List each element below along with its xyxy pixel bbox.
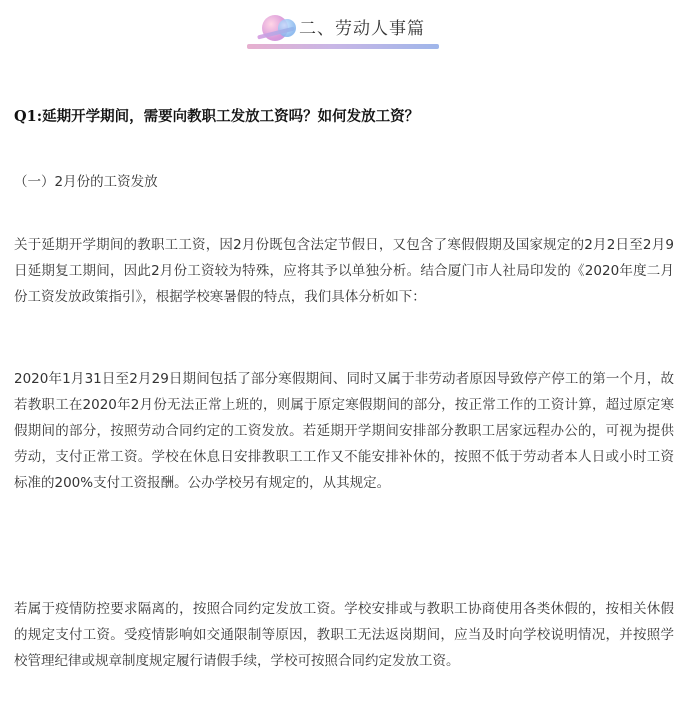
paragraph-wage-period: 2020年1月31日至2月29日期间包括了部分寒假期间、同时又属于非劳动者原因导致停产停工的第一个月，故若教职工在2020年2月份无法正常上班的，则属于原定寒假期间的部分，按正常工作的工资计算，超过原定寒假期间的部分，按照劳动合同约定的工资发放。若延期开学期间安排部分教职工居家远程办公的，可视为提供劳动，支付正常工资。学校在休息日安排教职工工作又不能安排补休的，按照不低于劳动者本人日或小时工资标准的200%支付工资报酬。公办学校另有规定的，从其规定。: [14, 371, 674, 491]
paragraph-quarantine: 若属于疫情防控要求隔离的，按照合同约定发放工资。学校安排或与教职工协商使用各类休假的，按相关休假的规定支付工资。受疫情影响如交通限制等原因，教职工无法返岗期间，应当及时向学校说明情况，并按照学校管理纪律或规章制度规定履行请假手续，学校可按照合同约定发放工资。: [14, 601, 674, 669]
question-title: Q1:延期开学期间，需要向教职工发放工资吗？如何发放工资？: [14, 108, 420, 125]
section-title-underline: [247, 44, 439, 49]
paragraph-intro: 关于延期开学期间的教职工工资，因2月份既包含法定节假日，又包含了寒假假期及国家规定的2月2日至2月9日延期复工期间，因此2月份工资较为特殊，应将其予以单独分析。结合厦门市人社局印发的《2020年度二月份工资发放政策指引》，根据学校寒暑假的特点，我们具体分析如下：: [14, 237, 674, 305]
section-header: [247, 8, 439, 50]
section-title: 二、劳动人事篇: [299, 19, 425, 39]
sub-heading: （一）2月份的工资发放: [14, 174, 158, 190]
